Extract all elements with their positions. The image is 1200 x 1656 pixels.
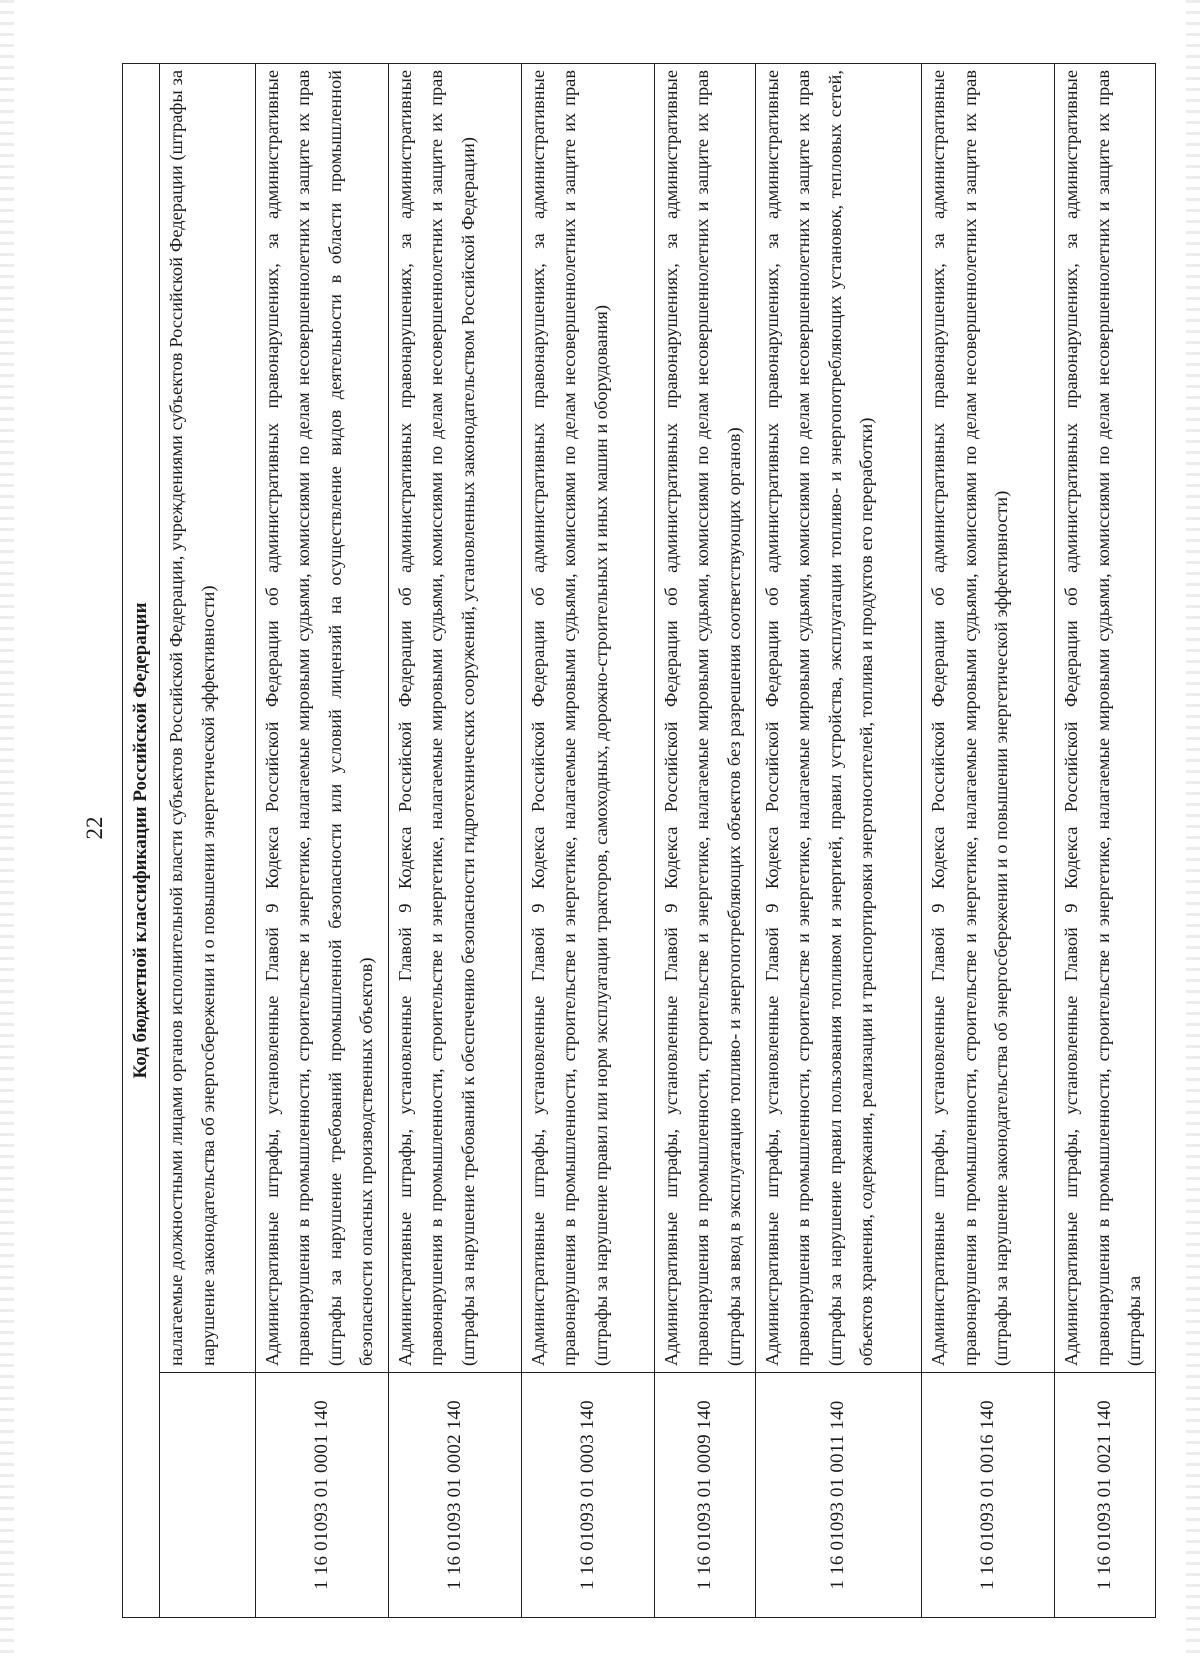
description-cell: Административные штрафы, установленные Главой 9 Кодекса Российской Федерации об административных правонарушениях, за административные правонарушения в промышленности, строительстве и энергетике, налагаемые мировыми судьями, комиссиями по делам несовершеннолетних и защите их прав (штрафы за (1055, 64, 1156, 1373)
description-cell: Административные штрафы, установленные Главой 9 Кодекса Российской Федерации об административных правонарушениях, за административные правонарушения в промышленности, строительстве и энергетике, налагаемые мировыми судьями, комиссиями по делам несовершеннолетних и защите их прав (штрафы за нарушение правил пользования топливом и энергией, правил устройства, эксплуатации топливо- и энергопотребляющих установок, тепловых сетей, объектов хранения, содержания, реализации и транспортировки энергоносителей, топлива и продуктов его переработки) (755, 64, 921, 1373)
code-cell: 1 16 01093 01 0021 140 (1055, 1373, 1156, 1618)
table-row (521, 64, 654, 1618)
code-cell: 1 16 01093 01 0003 140 (521, 1373, 654, 1618)
description-cell: Административные штрафы, установленные Главой 9 Кодекса Российской Федерации об административных правонарушениях, за административные правонарушения в промышленности, строительстве и энергетике, налагаемые мировыми судьями, комиссиями по делам несовершеннолетних и защите их прав (штрафы за нарушение правил или норм эксплуатации тракторов, самоходных, дорожно-строительных и иных машин и оборудования) (521, 64, 654, 1373)
code-cell: 1 16 01093 01 0009 140 (654, 1373, 755, 1618)
table-row (755, 64, 921, 1618)
code-cell: 1 16 01093 01 0011 140 (755, 1373, 921, 1618)
table-header-row (123, 64, 160, 1618)
description-cell: Административные штрафы, установленные Главой 9 Кодекса Российской Федерации об административных правонарушениях, за административные правонарушения в промышленности, строительстве и энергетике, налагаемые мировыми судьями, комиссиями по делам несовершеннолетних и защите их прав (штрафы за нарушение требований к обеспечению безопасности гидротехнических сооружений, установленных законодательством Российской Федерации) (388, 64, 521, 1373)
table-header: Код бюджетной классификации Российской Федерации (123, 64, 160, 1618)
table-row (388, 64, 521, 1618)
code-cell: 1 16 01093 01 0001 140 (255, 1373, 388, 1618)
description-cell: Административные штрафы, установленные Главой 9 Кодекса Российской Федерации об административных правонарушениях, за административные правонарушения в промышленности, строительстве и энергетике, налагаемые мировыми судьями, комиссиями по делам несовершеннолетних и защите их прав (штрафы за нарушение законодательства об энергосбережении и о повышении энергетической эффективности) (922, 64, 1055, 1373)
table-row (654, 64, 755, 1618)
description-cell: Административные штрафы, установленные Главой 9 Кодекса Российской Федерации об административных правонарушениях, за административные правонарушения в промышленности, строительстве и энергетике, налагаемые мировыми судьями, комиссиями по делам несовершеннолетних и защите их прав (штрафы за нарушение требований промышленной безопасности или условий лицензий на осуществление видов деятельности в области промышленной безопасности опасных производственных объектов) (255, 64, 388, 1373)
page-number: 22 (82, 816, 107, 840)
table-row (922, 64, 1055, 1618)
code-cell (160, 1373, 256, 1618)
code-cell: 1 16 01093 01 0016 140 (922, 1373, 1055, 1618)
code-cell: 1 16 01093 01 0002 140 (388, 1373, 521, 1618)
table-row (160, 64, 256, 1618)
table-row (255, 64, 388, 1618)
budget-classification-table (122, 63, 1156, 1618)
description-cell: налагаемые должностными лицами органов исполнительной власти субъектов Российской Федерации, учреждениями субъектов Российской Федерации (штрафы за нарушение законодательства об энергосбережении и о повышении энергетической эффективности) (160, 64, 256, 1373)
description-cell: Административные штрафы, установленные Главой 9 Кодекса Российской Федерации об административных правонарушениях, за административные правонарушения в промышленности, строительстве и энергетике, налагаемые мировыми судьями, комиссиями по делам несовершеннолетних и защите их прав (штрафы за ввод в эксплуатацию топливо- и энергопотребляющих объектов без разрешения соответствующих органов) (654, 64, 755, 1373)
table-row (1055, 64, 1156, 1618)
